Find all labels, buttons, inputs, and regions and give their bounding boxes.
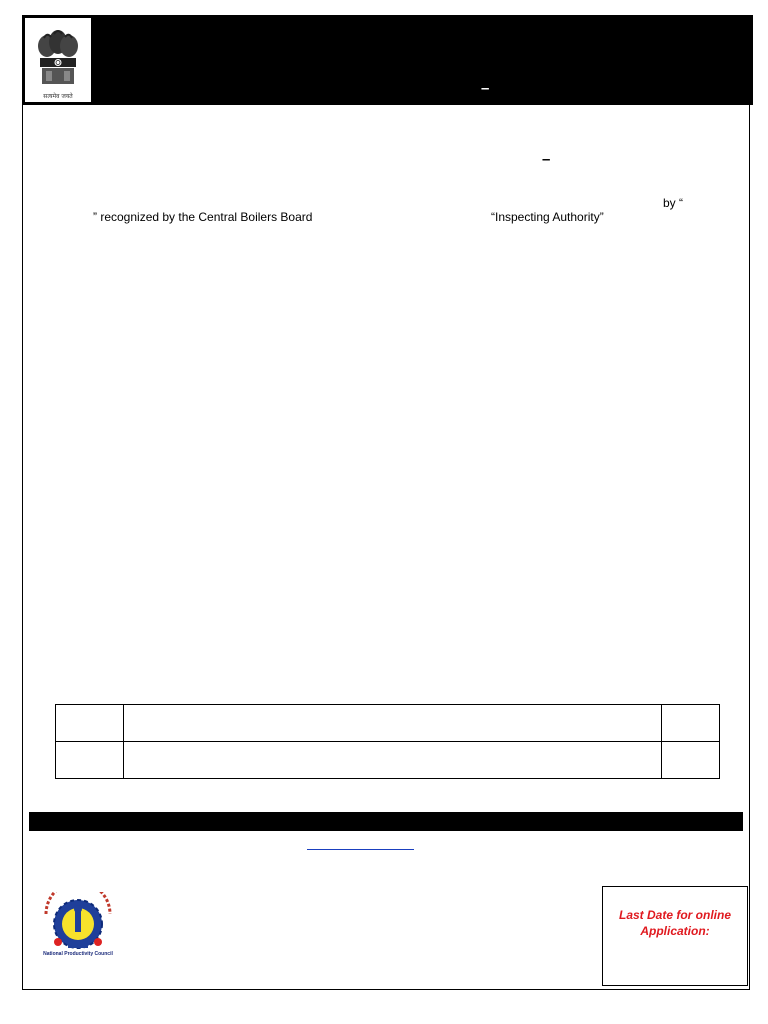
fees-table <box>55 704 720 779</box>
title-dash: – <box>542 151 551 168</box>
table-cell <box>662 705 720 742</box>
table-row <box>56 742 720 779</box>
body-text-inspecting-authority: “Inspecting Authority” <box>491 210 604 224</box>
table-row <box>56 705 720 742</box>
emblem-motto: सत्यमेव जयते <box>43 93 73 100</box>
table-cell <box>124 742 662 779</box>
header-dash: – <box>481 80 490 97</box>
npc-caption: National Productivity Council <box>43 951 113 957</box>
deadline-label: Last Date for online Application: <box>618 908 731 938</box>
section-bar <box>29 812 743 831</box>
deadline-box <box>602 886 748 986</box>
state-emblem-icon <box>32 28 84 90</box>
table-cell <box>662 742 720 779</box>
page-frame <box>22 15 750 990</box>
table-cell <box>56 742 124 779</box>
website-link[interactable] <box>307 849 414 850</box>
emblem-box <box>24 17 92 103</box>
npc-logo-icon <box>38 892 118 954</box>
body-text-fragment: by “ <box>663 196 684 210</box>
table-cell <box>124 705 662 742</box>
table-cell <box>56 705 124 742</box>
header-bar <box>22 15 753 105</box>
body-text-recognized: ” recognized by the Central Boilers Board <box>93 210 313 224</box>
